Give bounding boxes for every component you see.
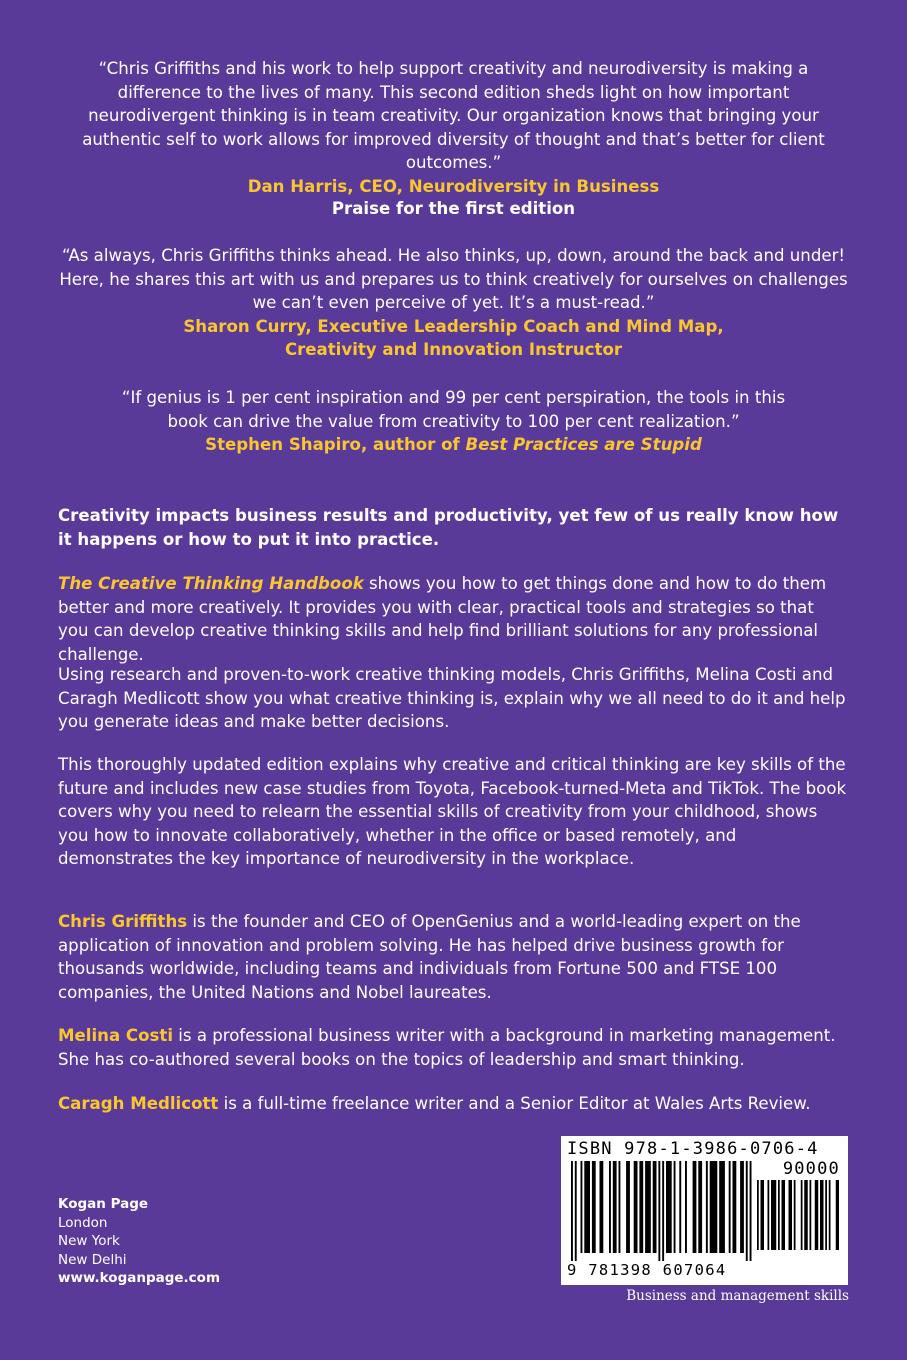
quote-attribution-line2: Creativity and Innovation Instructor bbox=[284, 340, 623, 359]
author-bio-chris-griffiths bbox=[58, 910, 849, 1004]
barcode-bar bbox=[600, 1161, 604, 1253]
barcode-bar bbox=[666, 1161, 672, 1253]
quote-attribution bbox=[108, 433, 799, 457]
publisher-city: New York bbox=[58, 1233, 120, 1249]
book-title: The Creative Thinking Handbook bbox=[58, 574, 364, 593]
barcode-bar bbox=[639, 1161, 643, 1253]
barcode-bar bbox=[706, 1161, 708, 1253]
barcode-bar bbox=[740, 1161, 744, 1253]
barcode-bar bbox=[679, 1161, 681, 1253]
blurb-lead: Creativity impacts business results and productivity, yet few of us really know how it happens or how to put it into practice. bbox=[58, 506, 839, 549]
attribution-prefix: Stephen Shapiro, author of bbox=[205, 435, 466, 454]
publisher-website: www.koganpage.com bbox=[58, 1270, 221, 1286]
barcode-bar bbox=[815, 1180, 819, 1250]
barcode-bar bbox=[662, 1161, 664, 1261]
barcode-bar bbox=[746, 1161, 748, 1261]
barcode-bar bbox=[613, 1161, 617, 1253]
isbn-barcode bbox=[561, 1136, 848, 1285]
blurb-paragraph-1 bbox=[58, 572, 849, 666]
ean-barcode-bars bbox=[571, 1161, 753, 1261]
praise-heading: Praise for the first edition bbox=[331, 199, 576, 218]
barcode-bar bbox=[719, 1161, 725, 1253]
attribution-book-title: Best Practices are Stupid bbox=[465, 435, 702, 454]
isbn-text: ISBN 978-1-3986-0706-4 bbox=[567, 1139, 819, 1159]
quote-dan-harris bbox=[58, 57, 849, 198]
author-bio: is the founder and CEO of OpenGenius and a world-leading expert on the application of innovation and problem solving. He has helped drive business growth for thousands worldwide, including teams and individuals from Fortune 500 and FTSE 100 companies, the United Nations and Nobel laureates. bbox=[58, 912, 801, 1002]
blurb-paragraph-3: This thoroughly updated edition explains why creative and critical thinking are key skills of the future and includes new case studies from Toyota, Facebook-turned-Meta and TikTok. The book covers why you need to relearn the essential skills of creativity from your childhood, shows you how to innovate collaboratively, whether in the office or based remotely, and demonstrates the key importance of neurodiversity in the workplace. bbox=[58, 755, 847, 868]
barcode-bar bbox=[768, 1180, 770, 1250]
barcode-bar bbox=[771, 1180, 776, 1250]
barcode-bar bbox=[789, 1180, 793, 1250]
barcode-bar bbox=[757, 1180, 759, 1250]
addon-barcode-bars bbox=[757, 1180, 839, 1258]
author-name: Chris Griffiths bbox=[58, 912, 188, 931]
barcode-bar bbox=[750, 1161, 752, 1261]
barcode-bar bbox=[836, 1180, 839, 1250]
barcode-bar bbox=[609, 1161, 611, 1253]
author-bio: is a professional business writer with a background in marketing management. She has co-authored several books on the topics of leadership and smart thinking. bbox=[58, 1026, 836, 1069]
barcode-bar bbox=[674, 1161, 676, 1253]
blurb-paragraph-2: Using research and proven-to-work creative thinking models, Chris Griffiths, Melina Costi and Caragh Medlicott show you what creative thinking is, explain why we all need to do it and help you generate ideas and make better decisions. bbox=[58, 665, 846, 731]
quote-stephen-shapiro bbox=[108, 386, 799, 457]
barcode-bar bbox=[810, 1180, 812, 1250]
publisher-city: London bbox=[58, 1214, 108, 1231]
quote-text: “If genius is 1 per cent inspiration and 99 per cent perspiration, the tools in this book can drive the value from creativity to 100 per cent realization.” bbox=[121, 388, 786, 431]
barcode-bar bbox=[782, 1180, 786, 1250]
quote-text: “Chris Griffiths and his work to help support creativity and neurodiversity is making a difference to the lives of many. This second edition sheds light on how important neurodivergent thinking is in team creativity. Our organization knows that bringing your authentic self to work allows for improved diversity of thought and that’s better for client outcomes.” bbox=[82, 59, 825, 172]
barcode-bar bbox=[804, 1180, 808, 1250]
publisher-name: Kogan Page bbox=[58, 1196, 149, 1212]
barcode-bar bbox=[645, 1161, 651, 1253]
publisher-info bbox=[58, 1195, 220, 1288]
barcode-bar bbox=[581, 1161, 583, 1253]
price-code: 90000 bbox=[782, 1159, 840, 1179]
barcode-bar bbox=[693, 1161, 697, 1253]
barcode-bar bbox=[829, 1180, 831, 1250]
quote-attribution-line1: Sharon Curry, Executive Leadership Coach and Mind Map, bbox=[183, 316, 724, 336]
ean-digits: 9 781398 607064 bbox=[567, 1261, 727, 1279]
barcode-bar bbox=[658, 1161, 660, 1261]
barcode-bar bbox=[575, 1161, 577, 1261]
quote-sharon-curry bbox=[58, 244, 849, 362]
author-bio-caragh-medlicott bbox=[58, 1092, 849, 1116]
barcode-bar bbox=[571, 1161, 573, 1261]
author-name: Caragh Medlicott bbox=[58, 1094, 219, 1113]
barcode-bar bbox=[698, 1161, 702, 1253]
barcode-bar bbox=[794, 1180, 796, 1250]
book-category: Business and management skills bbox=[626, 1288, 849, 1304]
barcode-bar bbox=[626, 1161, 630, 1253]
quote-attribution: Dan Harris, CEO, Neurodiversity in Business bbox=[247, 176, 660, 196]
barcode-bar bbox=[634, 1161, 638, 1253]
barcode-bar bbox=[761, 1180, 765, 1250]
publisher-city: New Delhi bbox=[58, 1251, 127, 1268]
author-name: Melina Costi bbox=[58, 1026, 174, 1045]
barcode-bar bbox=[825, 1180, 827, 1250]
barcode-bar bbox=[733, 1161, 737, 1253]
barcode-bar bbox=[685, 1161, 687, 1253]
author-bio: is a full-time freelance writer and a Senior Editor at Wales Arts Review. bbox=[218, 1094, 811, 1113]
barcode-bar bbox=[820, 1180, 824, 1250]
quote-text: “As always, Chris Griffiths thinks ahead. He also thinks, up, down, around the back and under! Here, he shares this art with us and prepares us to think creatively for ourselves on challenges we can’t even perceive of yet. It’s a must-read.” bbox=[59, 246, 848, 312]
barcode-bar bbox=[619, 1161, 621, 1253]
barcode-bar bbox=[801, 1180, 803, 1250]
barcode-bar bbox=[653, 1161, 657, 1253]
blurb-p1-text: shows you how to get things done and how to do them better and more creatively. It provides you with clear, practical tools and strategies so that you can develop creative thinking skills and help find brilliant solutions for any professional challenge. bbox=[58, 574, 827, 664]
barcode-bar bbox=[710, 1161, 718, 1253]
barcode-bar bbox=[584, 1161, 590, 1253]
barcode-bar bbox=[778, 1180, 780, 1250]
author-bio-melina-costi bbox=[58, 1024, 849, 1071]
barcode-bar bbox=[592, 1161, 596, 1253]
barcode-bar bbox=[729, 1161, 731, 1253]
